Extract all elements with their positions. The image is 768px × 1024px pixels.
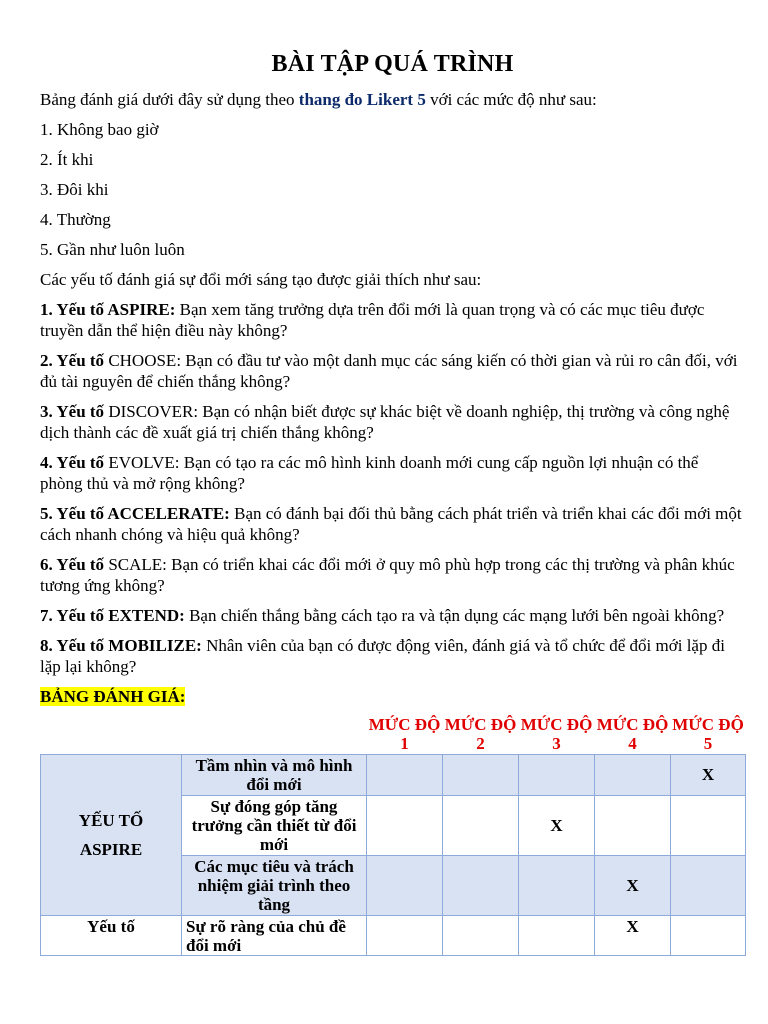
rating-cell[interactable] bbox=[519, 916, 595, 956]
factor-evolve bbox=[40, 452, 745, 494]
rating-cell[interactable] bbox=[519, 856, 595, 916]
factor-text: : Bạn có nhận biết được sự khác biệt về doanh nghiệp, thị trường và công nghệ dịch thành các đề xuất giá trị chiến thắng không? bbox=[40, 402, 730, 442]
criterion-cell: Tầm nhìn và mô hình đổi mới bbox=[182, 755, 367, 796]
factor-aspire bbox=[40, 299, 745, 341]
factor-text: : Bạn có triển khai các đổi mới ở quy mô phù hợp trong các thị trường và phân khúc tương ứng không? bbox=[40, 555, 735, 595]
factor-text: Nhân viên của bạn có được động viên, đánh giá và tổ chức để đổi mới lặp đi lặp lại không? bbox=[40, 636, 725, 676]
rating-cell[interactable] bbox=[443, 916, 519, 956]
table-heading-line bbox=[40, 686, 745, 707]
rating-cell[interactable] bbox=[367, 916, 443, 956]
rating-cell[interactable] bbox=[367, 856, 443, 916]
level-header-row bbox=[41, 711, 746, 755]
factor-extend bbox=[40, 605, 745, 626]
assessment-table bbox=[40, 711, 746, 956]
factors-intro: Các yếu tố đánh giá sự đổi mới sáng tạo được giải thích như sau: bbox=[40, 270, 482, 289]
factor-label: 4. Yếu tố bbox=[40, 453, 105, 472]
rating-cell[interactable] bbox=[443, 856, 519, 916]
factor-label: 3. Yếu tố bbox=[40, 402, 105, 421]
header-blank bbox=[41, 711, 182, 755]
factor-label: 1. Yếu tố ASPIRE: bbox=[40, 300, 176, 319]
level-3-header: MỨC ĐỘ 3 bbox=[520, 715, 593, 753]
factor-text: Bạn xem tăng trưởng dựa trên đổi mới là quan trọng và có các mục tiêu được truyền dẫn thể hiện điều này không? bbox=[40, 300, 705, 340]
rating-cell[interactable]: X bbox=[671, 755, 746, 796]
level-2-header: MỨC ĐỘ 2 bbox=[444, 715, 517, 753]
document-title: BÀI TẬP QUÁ TRÌNH bbox=[271, 51, 514, 77]
rating-cell[interactable]: X bbox=[519, 796, 595, 856]
factor-group-line2: ASPIRE bbox=[79, 840, 143, 859]
document-page bbox=[40, 48, 745, 956]
factor-choose bbox=[40, 350, 745, 392]
scale-item-4: 4. Thường bbox=[40, 210, 111, 229]
factor-discover bbox=[40, 401, 745, 443]
intro-paragraph bbox=[40, 89, 745, 110]
scale-item-1: 1. Không bao giờ bbox=[40, 120, 159, 139]
factor-group-aspire bbox=[41, 755, 182, 916]
intro-after: với các mức độ như sau: bbox=[425, 90, 597, 109]
rating-cell[interactable] bbox=[595, 796, 671, 856]
factor-group-next: Yếu tố bbox=[41, 916, 182, 956]
table-row bbox=[41, 916, 746, 956]
likert-scale-term: thang đo Likert 5 bbox=[298, 90, 426, 109]
scale-item-5: 5. Gần như luôn luôn bbox=[40, 240, 185, 259]
level-1-header: MỨC ĐỘ 1 bbox=[368, 715, 441, 753]
factor-text: Bạn chiến thắng bằng cách tạo ra và tận dụng các mạng lưới bên ngoài không? bbox=[184, 606, 725, 625]
rating-cell[interactable] bbox=[519, 755, 595, 796]
header-blank bbox=[182, 711, 367, 755]
factor-label-name: CHOOSE: bbox=[104, 351, 182, 370]
level-4-header: MỨC ĐỘ 4 bbox=[596, 715, 669, 753]
factor-accelerate bbox=[40, 503, 745, 545]
rating-cell[interactable] bbox=[595, 755, 671, 796]
factor-label-name: DISCOVER bbox=[104, 402, 194, 421]
rating-cell[interactable] bbox=[671, 916, 746, 956]
table-heading: BẢNG ĐÁNH GIÁ: bbox=[40, 687, 186, 706]
factor-label: 8. Yếu tố MOBILIZE: bbox=[40, 636, 202, 655]
factor-label: 2. Yếu tố bbox=[40, 351, 105, 370]
factor-label: 7. Yếu tố EXTEND: bbox=[40, 606, 185, 625]
factor-label: 6. Yếu tố bbox=[40, 555, 105, 574]
rating-cell[interactable] bbox=[443, 796, 519, 856]
criterion-cell: Sự đóng góp tăng trưởng cần thiết từ đổi mới bbox=[182, 796, 367, 856]
table-row bbox=[41, 755, 746, 796]
factor-text: : Bạn có tạo ra các mô hình kinh doanh mới cung cấp nguồn lợi nhuận có thể phòng thủ và mở rộng không? bbox=[40, 453, 699, 493]
rating-cell[interactable] bbox=[671, 796, 746, 856]
rating-cell[interactable] bbox=[367, 755, 443, 796]
intro-before: Bảng đánh giá dưới đây sử dụng theo bbox=[40, 90, 299, 109]
rating-cell[interactable]: X bbox=[595, 916, 671, 956]
level-5-header: MỨC ĐỘ 5 bbox=[672, 715, 744, 753]
rating-cell[interactable]: X bbox=[595, 856, 671, 916]
factor-mobilize bbox=[40, 635, 745, 677]
scale-item-3: 3. Đôi khi bbox=[40, 180, 109, 199]
factor-scale bbox=[40, 554, 745, 596]
factor-label: 5. Yếu tố ACCELERATE: bbox=[40, 504, 230, 523]
factor-text: Bạn có đánh bại đối thủ bằng cách phát triển và triển khai các đổi mới một cách nhanh chóng và hiệu quả không? bbox=[40, 504, 742, 544]
criterion-cell: Các mục tiêu và trách nhiệm giải trình theo tầng bbox=[182, 856, 367, 916]
factor-group-line1: YẾU TỐ bbox=[78, 811, 144, 830]
factor-label-name: EVOLVE bbox=[104, 453, 175, 472]
rating-cell[interactable] bbox=[671, 856, 746, 916]
criterion-cell: Sự rõ ràng của chủ đề đổi mới bbox=[182, 916, 367, 956]
scale-item-2: 2. Ít khi bbox=[40, 150, 94, 169]
factor-label-name: SCALE bbox=[104, 555, 163, 574]
rating-cell[interactable] bbox=[443, 755, 519, 796]
factor-text: Bạn có đầu tư vào một danh mục các sáng kiến có thời gian và rủi ro cân đối, với đủ tài nguyên để chiến thắng không? bbox=[40, 351, 738, 391]
rating-cell[interactable] bbox=[367, 796, 443, 856]
